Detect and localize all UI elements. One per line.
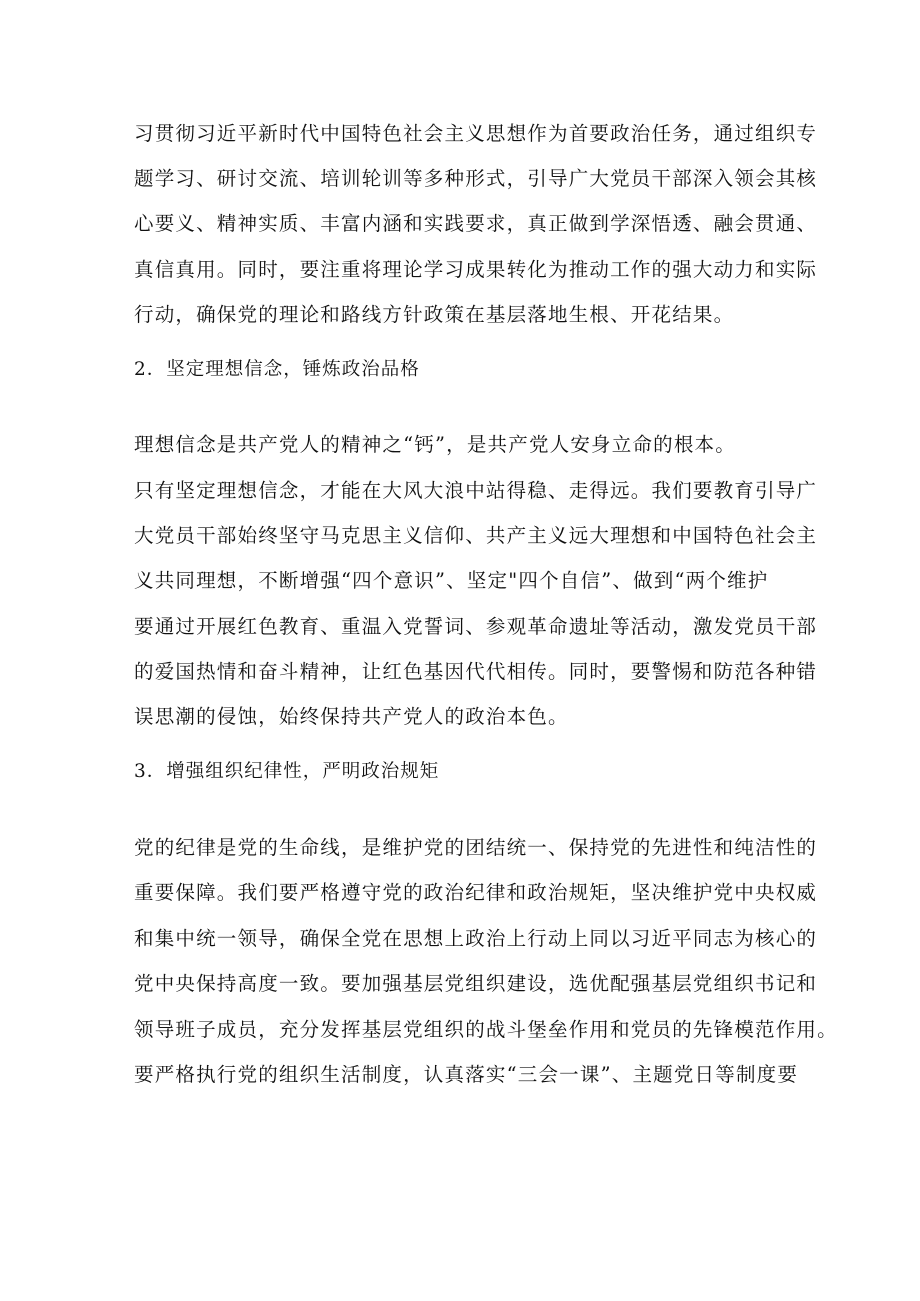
paragraph-2-line-2: 只有坚定理想信念，才能在大风大浪中站得稳、走得远。我们要教育引导广 xyxy=(134,479,818,502)
paragraph-2-line-5: 要通过开展红色教育、重温入党誓词、参观革命遗址等活动，激发党员干部 xyxy=(134,615,818,638)
paragraph-1-line-2: 题学习、研讨交流、培训轮训等多种形式，引导广大党员干部深入领会其核 xyxy=(134,167,818,190)
paragraph-3-line-5: 领导班子成员，充分发挥基层党组织的战斗堡垒作用和党员的先锋模范作用。 xyxy=(134,1018,838,1041)
paragraph-1-line-4: 真信真用。同时，要注重将理论学习成果转化为推动工作的强大动力和实际 xyxy=(134,258,818,281)
paragraph-1-line-3: 心要义、精神实质、丰富内涵和实践要求，真正做到学深悟透、融会贯通、 xyxy=(134,212,818,235)
paragraph-2-line-1: 理想信念是共产党人的精神之“钙”，是共产党人安身立命的根本。 xyxy=(134,433,736,456)
paragraph-3-line-6: 要严格执行党的组织生活制度，认真落实“三会一课”、主题党日等制度要 xyxy=(134,1063,799,1086)
paragraph-3-line-2: 重要保障。我们要严格遵守党的政治纪律和政治规矩，坚决维护党中央权威 xyxy=(134,881,818,904)
paragraph-3-line-4: 党中央保持高度一致。要加强基层党组织建设，选优配强基层党组织书记和 xyxy=(134,972,818,995)
paragraph-3-line-1: 党的纪律是党的生命线，是维护党的团结统一、保持党的先进性和纯洁性的 xyxy=(134,836,818,859)
paragraph-2-line-6: 的爱国热情和奋斗精神，让红色基因代代相传。同时，要警惕和防范各种错 xyxy=(134,660,818,683)
paragraph-1-line-1: 习贯彻习近平新时代中国特色社会主义思想作为首要政治任务，通过组织专 xyxy=(134,122,818,145)
section-heading-2: 2．坚定理想信念，锤炼政治品格 xyxy=(134,359,420,380)
paragraph-2-line-3: 大党员干部始终坚守马克思主义信仰、共产主义远大理想和中国特色社会主 xyxy=(134,524,818,547)
section-heading-3: 3．增强组织纪律性，严明政治规矩 xyxy=(134,761,440,782)
paragraph-3-line-3: 和集中统一领导，确保全党在思想上政治上行动上同以习近平同志为核心的 xyxy=(134,927,818,950)
paragraph-2-line-7: 误思潮的侵蚀，始终保持共产党人的政治本色。 xyxy=(134,705,569,728)
paragraph-2-line-4: 义共同理想，不断增强“四个意识”、坚定"四个自信”、做到“两个维护 xyxy=(134,569,769,592)
paragraph-1-line-5: 行动，确保党的理论和路线方针政策在基层落地生根、开花结果。 xyxy=(134,303,735,326)
